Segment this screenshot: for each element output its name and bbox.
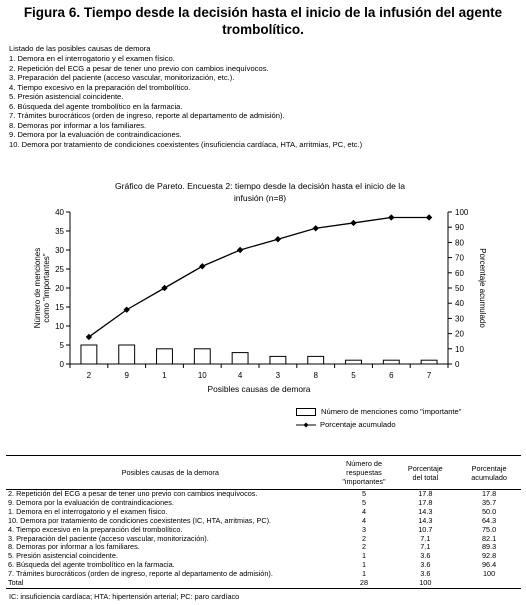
cause-item-8: 8. Demoras por informar a los familiares. xyxy=(9,120,147,130)
table-row xyxy=(6,570,521,579)
x-tick-label: 8 xyxy=(313,371,318,380)
total-count: 28 xyxy=(359,578,369,588)
bar xyxy=(346,360,362,364)
row-cause: 10. Demora por tratamiento de condiciones coexistentes (IC, HTA, arritmias, PC). xyxy=(8,515,272,525)
causes-list-header: Listado de las posibles causas de demora xyxy=(9,44,151,53)
header-cum-line1: Porcentaje xyxy=(471,463,507,473)
legend-item-line xyxy=(296,418,461,431)
y-right-tick-label: 50 xyxy=(455,284,464,293)
row-cum: 17.8 xyxy=(481,489,497,498)
x-tick-label: 10 xyxy=(197,371,207,380)
row-cum: 100 xyxy=(482,569,496,579)
total-label: Total xyxy=(8,578,24,588)
row-count: 1 xyxy=(361,551,367,561)
x-axis-label: Posibles causas de demora xyxy=(207,384,311,394)
figure-title-line2: trombolítico. xyxy=(222,22,304,37)
x-tick-label: 9 xyxy=(124,371,129,380)
row-cum: 50.0 xyxy=(481,506,497,516)
y-left-tick-label: 0 xyxy=(59,360,64,369)
cause-item-6: 6. Búsqueda del agente trombolítico en la farmacia. xyxy=(9,101,183,111)
row-cause: 7. Trámites burocráticos (orden de ingreso, reporte al departamento de admisión). xyxy=(8,569,273,579)
cumulative-point xyxy=(313,225,319,231)
cause-item-5: 5. Presión asistencial coincidente. xyxy=(9,92,124,102)
bar xyxy=(81,345,97,364)
row-count: 5 xyxy=(361,489,367,498)
row-cum: 35.7 xyxy=(481,497,497,507)
chart-legend xyxy=(296,405,461,431)
cumulative-point xyxy=(350,220,356,226)
cumulative-point xyxy=(199,263,205,269)
table-total-row xyxy=(6,579,521,588)
y-left-tick-label: 15 xyxy=(55,303,64,312)
bar xyxy=(421,360,437,364)
y-left-tick-label: 5 xyxy=(59,341,64,350)
bar xyxy=(383,360,399,364)
chart-title-line1: Gráfico de Pareto. Encuesta 2: tiempo desde la decisión hasta el inicio de la xyxy=(115,181,405,191)
y-right-tick-label: 80 xyxy=(455,238,464,248)
table-footnote: IC: insuficiencia cardíaca; HTA: hipertensión arterial; PC: paro cardíaco xyxy=(9,592,240,601)
row-count: 2 xyxy=(361,533,367,543)
row-cum: 82.1 xyxy=(481,533,497,543)
cumulative-point xyxy=(161,285,167,291)
header-count-line3: "importantes" xyxy=(342,477,386,486)
y-left-tick-label: 30 xyxy=(55,246,64,255)
y-left-tick-label: 10 xyxy=(55,322,64,331)
row-pct: 3.6 xyxy=(420,560,431,570)
y-right-tick-label: 10 xyxy=(455,344,464,354)
bar xyxy=(194,349,210,364)
header-pct-line2: del total xyxy=(412,472,439,482)
legend-item-bars xyxy=(296,405,461,418)
cumulative-point xyxy=(388,214,394,220)
header-count-line2: respuestas xyxy=(346,468,382,477)
row-pct: 3.6 xyxy=(420,569,431,579)
x-tick-label: 7 xyxy=(426,371,432,380)
y-right-tick-label: 90 xyxy=(455,223,464,233)
total-pct: 100 xyxy=(419,578,432,588)
table-header-row xyxy=(6,456,521,490)
x-tick-label: 2 xyxy=(86,371,92,380)
x-tick-label: 4 xyxy=(237,371,243,380)
y-right-tick-label: 70 xyxy=(455,253,464,263)
y-right-tick-label: 100 xyxy=(455,208,469,217)
row-cause: 4. Tiempo excesivo en la preparación del trombolítico. xyxy=(8,524,183,534)
x-tick-label: 6 xyxy=(389,371,394,380)
header-pct-line1: Porcentaje xyxy=(407,463,443,473)
cause-item-1: 1. Demora en el interrogatorio y el examen físico. xyxy=(9,54,175,64)
y-right-tick-label: 40 xyxy=(455,299,464,309)
y-left-tick-label: 20 xyxy=(55,284,64,293)
y-left-tick-label: 35 xyxy=(55,227,64,236)
row-cum: 64.3 xyxy=(481,515,497,525)
row-cause: 8. Demoras por informar a los familiares. xyxy=(8,542,140,552)
x-tick-label: 5 xyxy=(351,371,356,380)
row-cause: 2. Repetición del ECG a pesar de tener uno previo con cambios inequívocos. xyxy=(8,489,258,498)
x-tick-label: 1 xyxy=(162,371,167,380)
legend-bar-swatch xyxy=(296,408,316,416)
bar xyxy=(119,345,135,364)
cause-item-2: 2. Repetición del ECG a pesar de tener uno previo con cambios inequívocos. xyxy=(9,63,269,73)
row-cause: 9. Demora por la evaluación de contraindicaciones. xyxy=(8,497,174,507)
row-cause: 1. Demora en el interrogatorio y el examen físico. xyxy=(8,506,168,516)
header-cum xyxy=(457,456,521,490)
row-count: 2 xyxy=(361,542,367,552)
bar xyxy=(157,349,173,364)
cause-item-3: 3. Preparación del paciente (acceso vascular, monitorización, etc.). xyxy=(9,73,235,83)
row-pct: 10.7 xyxy=(418,524,433,534)
row-pct: 3.6 xyxy=(420,551,431,561)
cause-item-10: 10. Demora por tratamiento de condiciones coexistentes (insuficiencia cardíaca, HTA, arritmias, PC, etc.) xyxy=(9,139,363,149)
cumulative-point xyxy=(237,247,243,253)
y-axis-right-label: Porcentaje acumulado xyxy=(478,248,487,328)
legend-bar-label: Número de menciones como "importante" xyxy=(321,407,462,416)
cause-item-7: 7. Trámites burocráticos (orden de ingreso, reporte al departamento de admisión). xyxy=(9,111,285,121)
header-count-line1: Número de xyxy=(345,459,383,468)
cause-item-4: 4. Tiempo excesivo en la preparación del trombolítico. xyxy=(9,82,191,92)
row-cum: 89.3 xyxy=(481,542,497,552)
row-count: 1 xyxy=(361,560,367,570)
row-count: 4 xyxy=(361,506,367,516)
row-cum: 96.4 xyxy=(481,560,497,570)
y-left-tick-label: 40 xyxy=(55,208,64,217)
row-pct: 17.8 xyxy=(418,489,433,498)
chart-title-line2: infusión (n=8) xyxy=(233,192,287,203)
x-tick-label: 3 xyxy=(275,371,281,380)
figure-title-line1: Figura 6. Tiempo desde la decisión hasta el inicio de la infusión del agente xyxy=(23,5,503,20)
row-count: 5 xyxy=(361,497,367,507)
row-cum: 75.0 xyxy=(481,524,497,534)
cumulative-point xyxy=(426,214,432,220)
header-cum-line2: acumulado xyxy=(471,472,507,482)
row-pct: 17.8 xyxy=(418,497,433,507)
row-cum: 92.8 xyxy=(481,551,497,561)
cumulative-point xyxy=(275,236,281,242)
y-right-tick-label: 0 xyxy=(455,360,460,369)
bar xyxy=(270,356,286,364)
y-left-tick-label: 25 xyxy=(55,265,64,274)
row-pct: 7.1 xyxy=(420,533,431,543)
header-cause: Posibles causas de la demora xyxy=(121,468,219,477)
header-pct xyxy=(393,456,457,490)
row-cause: 3. Preparación del paciente (acceso vascular, monitorización). xyxy=(8,533,209,543)
y-right-tick-label: 20 xyxy=(455,329,464,339)
summary-table xyxy=(6,455,521,589)
bar xyxy=(308,356,324,364)
cause-item-9: 9. Demora por la evaluación de contraindicaciones. xyxy=(9,130,182,140)
row-pct: 7.1 xyxy=(420,542,431,552)
row-count: 1 xyxy=(361,569,367,579)
cumulative-line xyxy=(89,217,429,336)
bar xyxy=(232,353,248,364)
y-right-tick-label: 30 xyxy=(455,314,464,324)
row-count: 4 xyxy=(361,515,367,525)
legend-line-swatch xyxy=(296,421,316,429)
y-axis-left-label-line1: Número de menciones xyxy=(33,247,42,329)
row-cause: 6. Búsqueda del agente trombolítico en la farmacia. xyxy=(8,560,175,570)
total-cum xyxy=(457,579,521,588)
y-right-tick-label: 60 xyxy=(455,268,464,278)
row-pct: 14.3 xyxy=(418,506,433,516)
legend-line-label: Porcentaje acumulado xyxy=(320,420,396,429)
y-axis-left-label-line2: como "importantes" xyxy=(42,253,51,323)
row-cause: 5. Presión asistencial coincidente. xyxy=(8,551,118,561)
row-pct: 14.3 xyxy=(418,515,433,525)
row-count: 3 xyxy=(361,524,367,534)
header-count xyxy=(335,456,394,490)
